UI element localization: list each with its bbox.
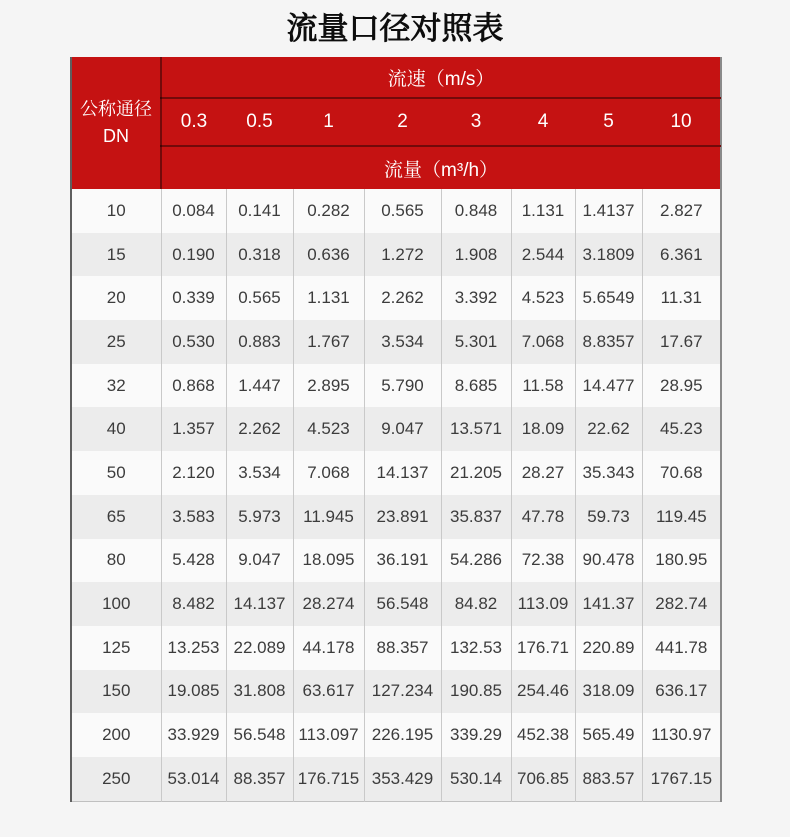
- flow-value-cell: 0.318: [226, 233, 293, 277]
- flow-value-cell: 119.45: [642, 495, 721, 539]
- table-row: [71, 539, 721, 583]
- flow-value-cell: 35.343: [575, 451, 642, 495]
- table-row: [71, 364, 721, 408]
- corner-header-dn: [71, 57, 161, 189]
- velocity-value-cell: 3: [441, 98, 511, 146]
- flow-value-cell: 72.38: [511, 539, 575, 583]
- flow-value-cell: 176.715: [293, 757, 364, 801]
- flow-value-cell: 28.274: [293, 582, 364, 626]
- flow-value-cell: 0.190: [161, 233, 226, 277]
- dn-cell: 200: [102, 725, 131, 745]
- dn-cell: 50: [106, 462, 126, 482]
- flow-value-cell: 220.89: [575, 626, 642, 670]
- flow-value-cell: 14.477: [575, 364, 642, 408]
- dn-cell: 25: [106, 331, 126, 351]
- dn-cell: 65: [106, 506, 126, 526]
- flow-value-cell: 11.31: [642, 276, 721, 320]
- flow-value-cell: 5.973: [226, 495, 293, 539]
- flow-value-cell: 0.282: [293, 189, 364, 233]
- velocity-values-row: [71, 98, 721, 146]
- table-row: [71, 276, 721, 320]
- dn-cell: 40: [106, 419, 126, 439]
- flow-value-cell: 883.57: [575, 757, 642, 801]
- flow-value-cell: 132.53: [441, 626, 511, 670]
- flow-value-cell: 90.478: [575, 539, 642, 583]
- flow-value-cell: 33.929: [161, 713, 226, 757]
- flow-value-cell: 21.205: [441, 451, 511, 495]
- flow-value-cell: 11.58: [511, 364, 575, 408]
- flow-value-cell: 84.82: [441, 582, 511, 626]
- flow-value-cell: 18.09: [511, 407, 575, 451]
- flow-value-cell: 113.097: [293, 713, 364, 757]
- table-row: [71, 757, 721, 801]
- flow-value-cell: 22.62: [575, 407, 642, 451]
- table-row: [71, 495, 721, 539]
- flow-value-cell: 254.46: [511, 670, 575, 714]
- flow-value-cell: 4.523: [293, 407, 364, 451]
- flow-value-cell: 636.17: [642, 670, 721, 714]
- flow-value-cell: 8.685: [441, 364, 511, 408]
- flow-value-cell: 88.357: [226, 757, 293, 801]
- flow-value-cell: 1.908: [441, 233, 511, 277]
- table-row: [71, 670, 721, 714]
- flow-value-cell: 0.565: [226, 276, 293, 320]
- table-row: [71, 626, 721, 670]
- flow-value-cell: 2.895: [293, 364, 364, 408]
- flow-value-cell: 22.089: [226, 626, 293, 670]
- flow-value-cell: 3.534: [226, 451, 293, 495]
- flow-value-cell: 11.945: [293, 495, 364, 539]
- flow-table-body: [71, 189, 721, 801]
- flow-value-cell: 63.617: [293, 670, 364, 714]
- flow-value-cell: 706.85: [511, 757, 575, 801]
- flow-value-cell: 1.447: [226, 364, 293, 408]
- flow-value-cell: 4.523: [511, 276, 575, 320]
- flow-label-row: [71, 146, 721, 189]
- flow-value-cell: 5.301: [441, 320, 511, 364]
- flow-value-cell: 1.131: [293, 276, 364, 320]
- dn-cell: 32: [106, 375, 126, 395]
- velocity-value-cell: 4: [511, 98, 575, 146]
- flow-value-cell: 6.361: [642, 233, 721, 277]
- flow-value-cell: 2.544: [511, 233, 575, 277]
- flow-value-cell: 0.883: [226, 320, 293, 364]
- flow-value-cell: 0.636: [293, 233, 364, 277]
- flow-value-cell: 1.767: [293, 320, 364, 364]
- flow-value-cell: 5.6549: [575, 276, 642, 320]
- flow-value-cell: 17.67: [642, 320, 721, 364]
- corner-header-line1: 公称通径: [80, 99, 152, 119]
- flow-value-cell: 9.047: [364, 407, 441, 451]
- flow-value-cell: 28.95: [642, 364, 721, 408]
- flow-value-cell: 441.78: [642, 626, 721, 670]
- flow-value-cell: 13.571: [441, 407, 511, 451]
- flow-value-cell: 180.95: [642, 539, 721, 583]
- flow-value-cell: 54.286: [441, 539, 511, 583]
- flow-value-cell: 2.262: [364, 276, 441, 320]
- table-row: [71, 189, 721, 233]
- flow-value-cell: 36.191: [364, 539, 441, 583]
- flow-value-cell: 339.29: [441, 713, 511, 757]
- velocity-value-cell: 0.5: [226, 98, 293, 146]
- flow-value-cell: 0.530: [161, 320, 226, 364]
- flow-value-cell: 8.482: [161, 582, 226, 626]
- flow-value-cell: 47.78: [511, 495, 575, 539]
- flow-value-cell: 1.4137: [575, 189, 642, 233]
- table-row: [71, 407, 721, 451]
- table-row: [71, 320, 721, 364]
- page-title: 流量口径对照表: [286, 11, 504, 46]
- flow-value-cell: 452.38: [511, 713, 575, 757]
- dn-cell: 150: [102, 681, 131, 701]
- dn-cell: 10: [106, 200, 126, 220]
- table-header: [71, 57, 721, 189]
- flow-value-cell: 35.837: [441, 495, 511, 539]
- flow-value-cell: 0.339: [161, 276, 226, 320]
- flow-value-cell: 7.068: [293, 451, 364, 495]
- flow-value-cell: 59.73: [575, 495, 642, 539]
- flow-value-cell: 53.014: [161, 757, 226, 801]
- flow-value-cell: 1.357: [161, 407, 226, 451]
- flow-value-cell: 3.1809: [575, 233, 642, 277]
- flow-value-cell: 353.429: [364, 757, 441, 801]
- flow-value-cell: 1130.97: [642, 713, 721, 757]
- flow-value-cell: 282.74: [642, 582, 721, 626]
- table-row: [71, 713, 721, 757]
- flow-value-cell: 8.8357: [575, 320, 642, 364]
- velocity-value-cell: 2: [364, 98, 441, 146]
- flow-value-cell: 19.085: [161, 670, 226, 714]
- flow-value-cell: 565.49: [575, 713, 642, 757]
- velocity-group-header: 流速（m/s）: [161, 57, 721, 98]
- table-row: [71, 233, 721, 277]
- table-row: [71, 582, 721, 626]
- flow-value-cell: 190.85: [441, 670, 511, 714]
- flow-value-cell: 0.141: [226, 189, 293, 233]
- flow-value-cell: 31.808: [226, 670, 293, 714]
- flow-value-cell: 0.848: [441, 189, 511, 233]
- flow-value-cell: 18.095: [293, 539, 364, 583]
- dn-cell: 125: [102, 637, 131, 657]
- flow-value-cell: 0.084: [161, 189, 226, 233]
- flow-value-cell: 1.272: [364, 233, 441, 277]
- flow-value-cell: 530.14: [441, 757, 511, 801]
- dn-cell: 100: [102, 594, 131, 614]
- velocity-value-cell: 1: [293, 98, 364, 146]
- flow-value-cell: 70.68: [642, 451, 721, 495]
- flow-value-cell: 3.583: [161, 495, 226, 539]
- flow-value-cell: 127.234: [364, 670, 441, 714]
- flow-value-cell: 13.253: [161, 626, 226, 670]
- flow-value-cell: 2.120: [161, 451, 226, 495]
- flow-value-cell: 56.548: [364, 582, 441, 626]
- flow-value-cell: 44.178: [293, 626, 364, 670]
- velocity-value-cell: 10: [642, 98, 721, 146]
- flow-value-cell: 28.27: [511, 451, 575, 495]
- flow-value-cell: 0.565: [364, 189, 441, 233]
- flow-group-header: 流量（m³/h）: [161, 146, 721, 189]
- flow-value-cell: 318.09: [575, 670, 642, 714]
- velocity-value-cell: 5: [575, 98, 642, 146]
- flow-value-cell: 2.262: [226, 407, 293, 451]
- flow-value-cell: 9.047: [226, 539, 293, 583]
- flow-value-cell: 14.137: [364, 451, 441, 495]
- flow-value-cell: 23.891: [364, 495, 441, 539]
- velocity-label-row: [71, 57, 721, 98]
- flow-value-cell: 0.868: [161, 364, 226, 408]
- flow-value-cell: 14.137: [226, 582, 293, 626]
- table-row: [71, 451, 721, 495]
- flow-value-cell: 3.534: [364, 320, 441, 364]
- flow-value-cell: 3.392: [441, 276, 511, 320]
- dn-cell: 250: [102, 768, 131, 788]
- dn-cell: 80: [106, 550, 126, 570]
- flow-value-cell: 5.790: [364, 364, 441, 408]
- flow-value-cell: 1767.15: [642, 757, 721, 801]
- flow-value-cell: 7.068: [511, 320, 575, 364]
- flow-value-cell: 1.131: [511, 189, 575, 233]
- flow-value-cell: 113.09: [511, 582, 575, 626]
- flow-value-cell: 176.71: [511, 626, 575, 670]
- flow-value-cell: 56.548: [226, 713, 293, 757]
- flow-value-cell: 88.357: [364, 626, 441, 670]
- velocity-value-cell: 0.3: [161, 98, 226, 146]
- flow-diameter-table: [70, 57, 722, 802]
- flow-value-cell: 2.827: [642, 189, 721, 233]
- flow-value-cell: 45.23: [642, 407, 721, 451]
- dn-cell: 15: [106, 244, 126, 264]
- flow-value-cell: 226.195: [364, 713, 441, 757]
- flow-value-cell: 141.37: [575, 582, 642, 626]
- dn-cell: 20: [106, 288, 126, 308]
- corner-header-line2: DN: [103, 126, 129, 146]
- flow-value-cell: 5.428: [161, 539, 226, 583]
